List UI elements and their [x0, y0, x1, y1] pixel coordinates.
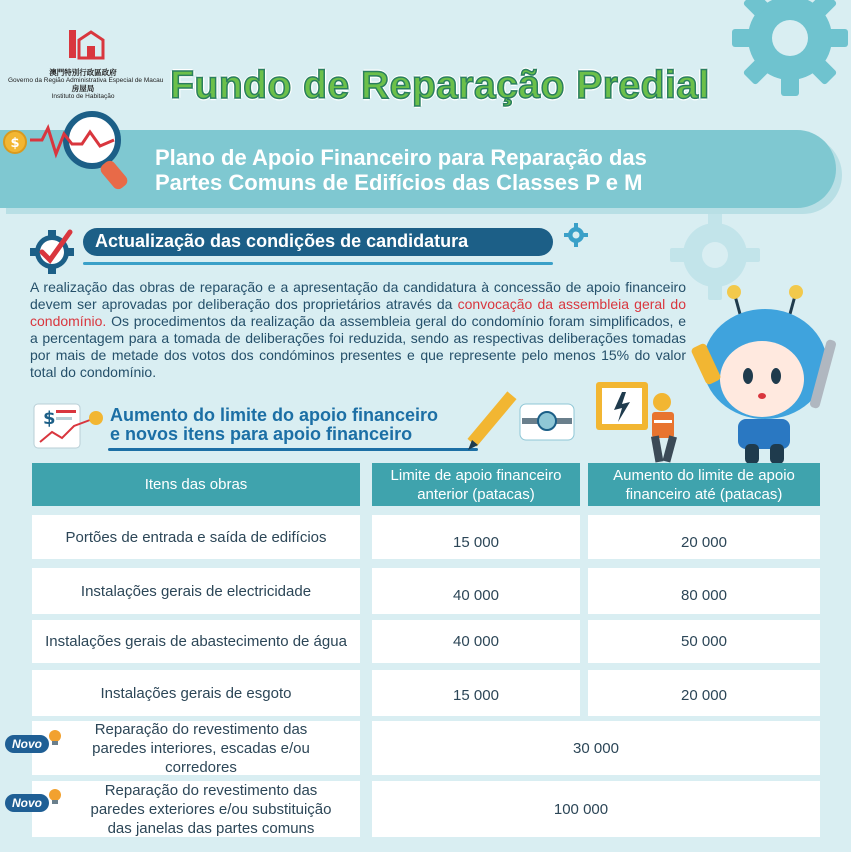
- table-row-previous: 15 000: [372, 670, 580, 716]
- subtitle-line-1: Plano de Apoio Financeiro para Reparação das: [155, 145, 647, 170]
- table-row-new: 80 000: [588, 568, 820, 614]
- table-row-item: Instalações gerais de abastecimento de água: [32, 620, 360, 663]
- header-previous-limit: Limite de apoio financeiro anterior (patacas): [372, 463, 580, 506]
- institute-logo-icon: [61, 26, 105, 62]
- logo-text-portuguese-2: Instituto de Habitação: [51, 93, 115, 100]
- mascot-icon: [690, 284, 850, 469]
- subtitle: [155, 145, 815, 195]
- svg-text:$: $: [10, 136, 20, 151]
- table-row-previous: 40 000: [372, 568, 580, 614]
- institute-logo: [8, 26, 164, 101]
- table-row-item: Portões de entrada e saída de edifícios: [32, 515, 360, 559]
- increase-heading: [110, 406, 490, 444]
- logo-text-chinese-2: 房屋局: [71, 84, 95, 93]
- gear-icon: [563, 222, 589, 248]
- chart-document-icon: [30, 400, 108, 452]
- section-underline: [83, 262, 553, 265]
- page-title: Fundo de Reparação Predial: [170, 64, 710, 107]
- header-items: Itens das obras: [32, 463, 360, 506]
- new-badge: Novo: [5, 794, 49, 812]
- new-row-item: Reparação do revestimento das paredes interiores, escadas e/ou corredores: [32, 721, 360, 775]
- paragraph-text-1: A realização das obras de reparação e a apresentação da candidatura à concessão de apoio financeiro devem ser aprovadas por deliberação dos proprietários através da: [30, 279, 686, 312]
- increase-underline: [108, 448, 478, 451]
- logo-text-chinese: 澳門特別行政區政府: [49, 68, 117, 77]
- worker-icon: [638, 388, 702, 468]
- lightbulb-icon: [46, 787, 64, 807]
- checkmark-icon: [30, 226, 78, 274]
- magnifier-chart-icon: [0, 110, 150, 200]
- new-row-item: Reparação do revestimento das paredes exteriores e/ou substituição das janelas das partes comuns: [32, 781, 360, 837]
- paragraph-text-2: Os procedimentos da realização da assembleia geral do condomínio foram simplificados, e a percentagem para a tomada de deliberações foi reduzida, sendo as respectivas deliberações tomadas por mais de metade dos votos dos condóminos presentes e que represente pelo menos 15% do valor total do condomínio.: [30, 313, 686, 380]
- table-row-item: Instalações gerais de esgoto: [32, 670, 360, 716]
- water-meter-icon: [518, 402, 576, 442]
- section-title: Actualização das condições de candidatura: [95, 231, 469, 251]
- pencil-icon: [462, 388, 524, 454]
- svg-text:$: $: [43, 408, 56, 429]
- table-row-new: 50 000: [588, 620, 820, 663]
- conditions-paragraph: [30, 279, 686, 381]
- paragraph-highlight: convocação da assembleia geral do condomínio.: [30, 296, 686, 329]
- table-row-item: Instalações gerais de electricidade: [32, 568, 360, 614]
- gear-icon: [722, 0, 851, 110]
- increase-heading-line-2: e novos itens para apoio financeiro: [110, 424, 413, 444]
- lightbulb-icon: [46, 728, 64, 748]
- table-row-new: 20 000: [588, 515, 820, 559]
- new-row-limit: 30 000: [372, 721, 820, 775]
- new-row-limit: 100 000: [372, 781, 820, 837]
- table-row-previous: 40 000: [372, 620, 580, 663]
- table-row-new: 20 000: [588, 670, 820, 716]
- new-badge: Novo: [5, 735, 49, 753]
- logo-text-portuguese: Governo da Região Administrativa Especial de Macau: [8, 77, 164, 84]
- table-row-previous: 15 000: [372, 515, 580, 559]
- increase-heading-line-1: Aumento do limite do apoio financeiro: [110, 405, 439, 425]
- subtitle-line-2: Partes Comuns de Edifícios das Classes P e M: [155, 170, 643, 195]
- header-new-limit: Aumento do limite de apoio financeiro até (patacas): [588, 463, 820, 506]
